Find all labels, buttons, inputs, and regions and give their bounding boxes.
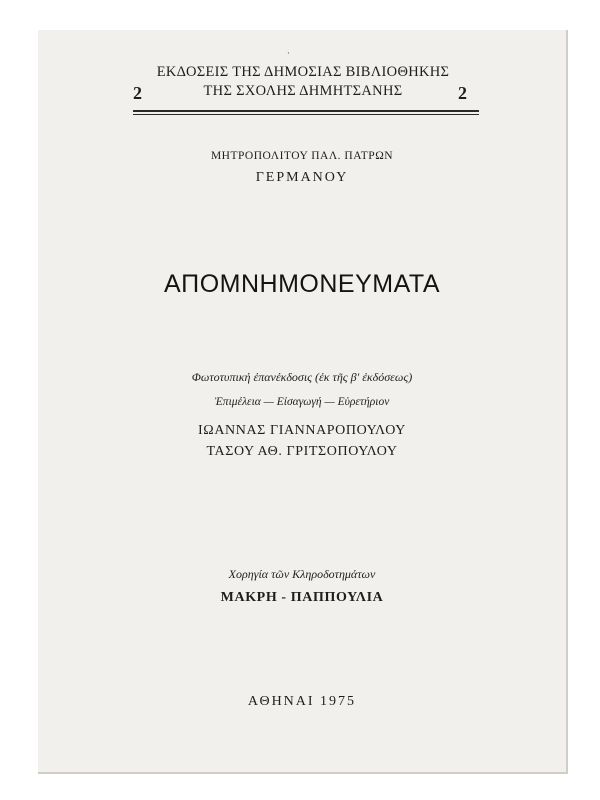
- author-name: ΓΕΡΜΑΝΟΥ: [255, 170, 349, 185]
- series-line-2: ΤΗΣ ΣΧΟΛΗΣ ΔΗΜΗΤΣΑΝΗΣ: [203, 83, 403, 99]
- series-line-1: ΕΚΔΟΣΕΙΣ ΤΗΣ ΔΗΜΟΣΙΑΣ ΒΙΒΛΙΟΘΗΚΗΣ: [156, 64, 450, 80]
- author-title: ΜΗΤΡΟΠΟΛΙΤΟΥ ΠΑΛ. ΠΑΤΡΩΝ: [210, 150, 394, 162]
- edition-note: Φωτοτυπική ἐπανέκδοσις (ἐκ τῆς β' ἐκδόσεως): [191, 370, 413, 384]
- place-year: ΑΘΗΝΑΙ 1975: [247, 694, 357, 709]
- series-header: [133, 63, 473, 101]
- header-rule-thin: [133, 114, 479, 115]
- series-number-left: 2: [133, 83, 142, 103]
- ornament-dot: ·: [287, 49, 290, 59]
- donors-line: ΜΑΚΡΗ - ΠΑΠΠΟΥΛΙΑ: [220, 590, 384, 605]
- editor-2: ΤΑΣΟΥ ΑΘ. ΓΡΙΤΣΟΠΟΥΛΟΥ: [206, 444, 398, 459]
- header-rule-thick: [133, 110, 479, 112]
- editorial-roles: Ἐπιμέλεια — Εἰσαγωγή — Εὑρετήριον: [214, 396, 390, 408]
- sponsorship-line: Χορηγία τῶν Κληροδοτημάτων: [228, 567, 376, 581]
- series-number-right: 2: [458, 83, 467, 103]
- editor-1: ΙΩΑΝΝΑΣ ΓΙΑΝΝΑΡΟΠΟΥΛΟΥ: [198, 423, 406, 438]
- book-cover: [38, 30, 568, 774]
- book-title: ΑΠΟΜΝΗΜΟΝΕΥΜΑΤΑ: [163, 270, 441, 298]
